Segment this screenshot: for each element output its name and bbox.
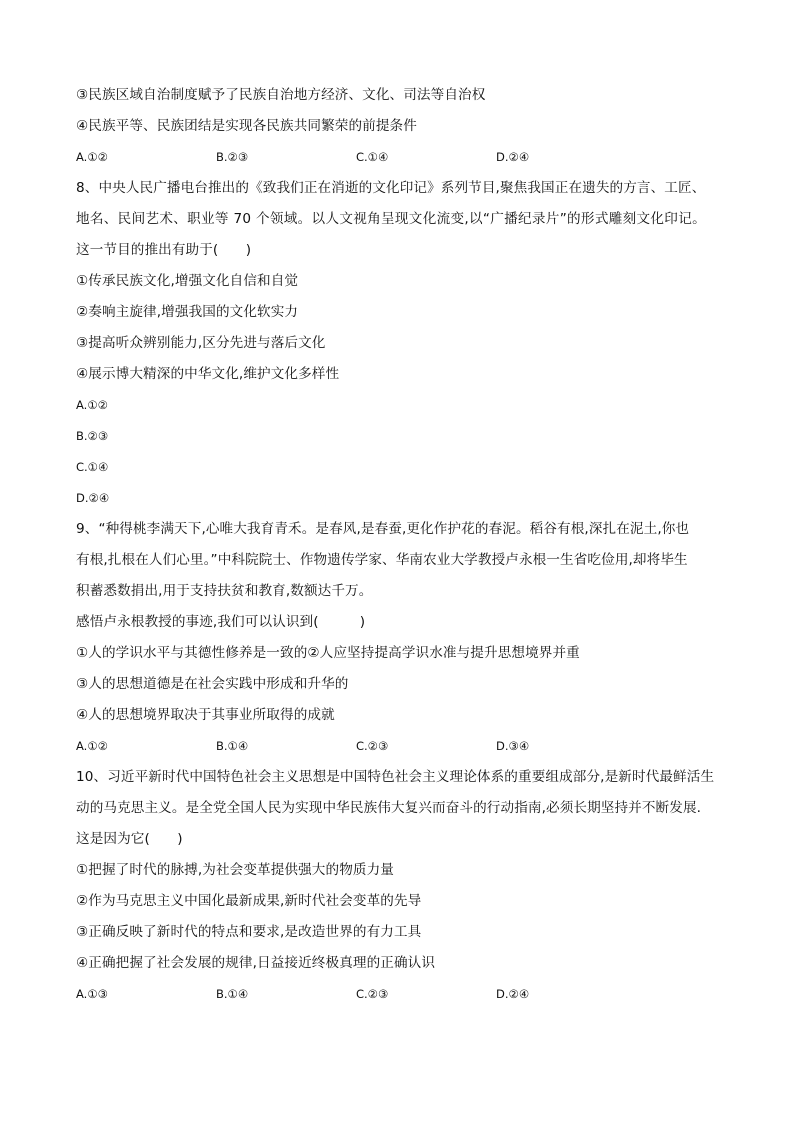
q10-statement-1: ①把握了时代的脉搏,为社会变革提供强大的物质力量 [76, 862, 394, 878]
q8-statement-2: ②奏响主旋律,增强我国的文化软实力 [76, 304, 299, 320]
exam-page [76, 80, 736, 1010]
q8-statement-4: ④展示博大精深的中华文化,维护文化多样性 [76, 366, 340, 382]
q8-option-d[interactable]: D.②④ [76, 491, 110, 505]
q9-option-a[interactable]: A.①② [76, 739, 108, 753]
q9-statement-1-2: ①人的学识水平与其德性修养是一致的②人应坚持提高学识水准与提升思想境界并重 [76, 645, 580, 661]
q7-options [76, 142, 736, 173]
q9-stem-line-2: 有根,扎根在人们心里。”中科院院士、作物遗传学家、华南农业大学教授卢永根一生省吃俭用,却将毕生 [76, 552, 688, 568]
q8-statement-3: ③提高听众辨别能力,区分先进与落后文化 [76, 335, 326, 351]
q9-statement-3: ③人的思想道德是在社会实践中形成和升华的 [76, 676, 349, 692]
q9-option-b[interactable]: B.①④ [216, 739, 249, 753]
q8-stem-line-2: 地名、民间艺术、职业等 70 个领域。以人文视角呈现文化流变,以“广播纪录片”的形式雕刻文化印记。 [76, 211, 706, 227]
q7-option-d[interactable]: D.②④ [496, 150, 530, 164]
q10-options [76, 979, 736, 1010]
q9-stem-line-1: 9、“种得桃李满天下,心唯大我育青禾。是春风,是春蚕,更化作护花的春泥。稻谷有根,深扎在泥土,你也 [76, 521, 690, 537]
q7-statement-3: ③民族区域自治制度赋予了民族自治地方经济、文化、司法等自治权 [76, 87, 486, 103]
q10-option-b[interactable]: B.①④ [216, 987, 249, 1001]
q10-option-a[interactable]: A.①③ [76, 987, 108, 1001]
q9-statement-4: ④人的思想境界取决于其事业所取得的成就 [76, 707, 335, 723]
q10-option-d[interactable]: D.②④ [496, 987, 530, 1001]
q9-stem-line-4: 感悟卢永根教授的事迹,我们可以认识到( ) [76, 614, 366, 630]
q7-option-b[interactable]: B.②③ [216, 150, 249, 164]
q7-option-c[interactable]: C.①④ [356, 150, 389, 164]
q7-statement-4: ④民族平等、民族团结是实现各民族共同繁荣的前提条件 [76, 118, 417, 134]
q8-stem-line-1: 8、中央人民广播电台推出的《致我们正在消逝的文化印记》系列节目,聚焦我国正在遗失的方言、工匠、 [76, 180, 706, 196]
q10-statement-4: ④正确把握了社会发展的规律,日益接近终极真理的正确认识 [76, 955, 436, 971]
q8-stem-line-3: 这一节目的推出有助于( ) [76, 242, 252, 258]
q10-option-c[interactable]: C.②③ [356, 987, 389, 1001]
q8-statement-1: ①传承民族文化,增强文化自信和自觉 [76, 273, 299, 289]
q10-statement-2: ②作为马克思主义中国化最新成果,新时代社会变革的先导 [76, 893, 422, 909]
q9-option-d[interactable]: D.③④ [496, 739, 530, 753]
q10-stem-line-2: 动的马克思主义。是全党全国人民为实现中华民族伟大复兴而奋斗的行动指南,必须长期坚持并不断发展. [76, 800, 702, 816]
q10-statement-3: ③正确反映了新时代的特点和要求,是改造世界的有力工具 [76, 924, 422, 940]
q10-stem-line-3: 这是因为它( ) [76, 831, 183, 847]
q7-option-a[interactable]: A.①② [76, 150, 108, 164]
q10-stem-line-1: 10、习近平新时代中国特色社会主义思想是中国特色社会主义理论体系的重要组成部分,是新时代最鲜活生 [76, 769, 715, 785]
q8-option-a[interactable]: A.①② [76, 398, 108, 412]
q9-option-c[interactable]: C.②③ [356, 739, 389, 753]
q8-option-b[interactable]: B.②③ [76, 429, 109, 443]
q9-stem-line-3: 积蓄悉数捐出,用于支持扶贫和教育,数额达千万。 [76, 583, 373, 599]
q8-option-c[interactable]: C.①④ [76, 460, 109, 474]
q9-options [76, 731, 736, 762]
